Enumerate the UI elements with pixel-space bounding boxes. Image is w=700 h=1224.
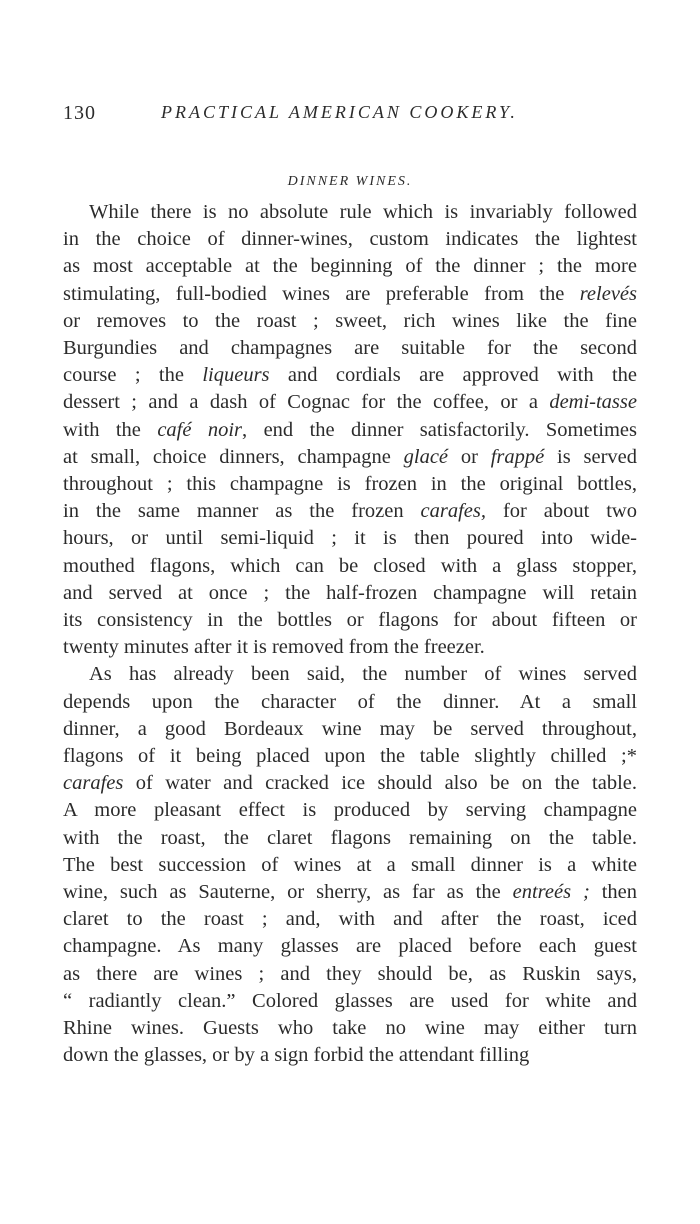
text-run: is served: [544, 445, 638, 468]
text-run: A more pleasant effect is produced by serving champagne: [63, 799, 637, 822]
text-line: [63, 553, 637, 580]
text-run: in the same manner as the frozen: [63, 500, 421, 523]
text-line: [63, 961, 637, 988]
paragraph: [63, 199, 637, 661]
text-run: claret to the roast ; and, with and after the roast, iced: [63, 908, 637, 931]
text-run: champagne. As many glasses are placed before each guest: [63, 935, 637, 958]
text-run: hours, or until semi-liquid ; it is then poured into wide-: [63, 527, 637, 550]
text-run: twenty minutes after it is removed from the freezer.: [63, 636, 485, 659]
book-title: PRACTICAL AMERICAN COOKERY.: [161, 102, 518, 122]
text-run: dessert ; and a dash of Cognac for the coffee, or a: [63, 391, 550, 414]
text-line: [63, 1015, 637, 1042]
page-number: 130: [63, 102, 96, 124]
text-run: at small, choice dinners, champagne: [63, 445, 404, 468]
text-run: then: [589, 881, 638, 904]
italic-text: glacé: [403, 445, 449, 468]
text-run: While there is no absolute rule which is invariably followed: [89, 201, 637, 223]
text-run: The best succession of wines at a small dinner is a white: [63, 853, 637, 876]
body-text: [63, 199, 637, 1070]
text-run: dinner, a good Bordeaux wine may be served throughout,: [63, 717, 637, 740]
text-line: [63, 879, 637, 906]
text-run: with the roast, the claret flagons remaining on the table.: [63, 826, 637, 849]
text-line: [63, 580, 637, 607]
text-run: “ radiantly clean.” Colored glasses are used for white and: [63, 989, 637, 1012]
text-run: down the glasses, or by a sign forbid the attendant filling: [63, 1044, 530, 1067]
text-line: [63, 716, 637, 743]
text-run: and served at once ; the half-frozen champagne will retain: [63, 581, 637, 604]
italic-text: demi-tasse: [549, 391, 637, 414]
text-line: [63, 607, 637, 634]
text-line: [63, 199, 637, 226]
text-line: [63, 471, 637, 498]
italic-text: carafes,: [420, 500, 487, 523]
text-line: [63, 770, 637, 797]
text-line: [63, 281, 637, 308]
text-run: mouthed flagons, which can be closed with a glass stopper,: [63, 554, 637, 577]
text-run: and cordials are approved with the: [269, 364, 638, 387]
text-line: [63, 634, 637, 661]
text-line: [63, 389, 637, 416]
italic-text: relevés: [579, 282, 637, 305]
italic-text: entreés ;: [512, 881, 590, 904]
text-line: [63, 852, 637, 879]
text-run: with the: [63, 418, 158, 441]
text-line: [63, 933, 637, 960]
text-run: in the choice of dinner-wines, custom indicates the lightest: [63, 228, 637, 251]
text-run: or: [448, 445, 491, 468]
text-run: wine, such as Sauterne, or sherry, as far as the: [63, 881, 513, 904]
italic-text: carafes: [63, 772, 124, 795]
text-line: [63, 906, 637, 933]
text-line: [63, 988, 637, 1015]
text-run: flagons of it being placed upon the table slightly chilled ;*: [63, 745, 637, 768]
text-run: throughout ; this champagne is frozen in the original bottles,: [63, 473, 637, 496]
text-line: [63, 661, 637, 688]
text-line: [63, 689, 637, 716]
text-run: as most acceptable at the beginning of the dinner ; the more: [63, 255, 637, 278]
text-run: Rhine wines. Guests who take no wine may either turn: [63, 1017, 637, 1040]
text-run: depends upon the character of the dinner. At a small: [63, 690, 637, 713]
text-line: [63, 498, 637, 525]
italic-text: liqueurs: [202, 364, 270, 387]
text-line: [63, 362, 637, 389]
italic-text: café noir: [157, 418, 243, 441]
text-line: [63, 253, 637, 280]
paragraph: [63, 661, 637, 1069]
text-run: for about two: [486, 500, 637, 523]
text-line: [63, 743, 637, 770]
text-line: [63, 797, 637, 824]
text-line: [63, 417, 637, 444]
text-run: Burgundies and champagnes are suitable for the second: [63, 337, 637, 360]
text-run: As has already been said, the number of wines served: [89, 663, 637, 686]
text-line: [63, 308, 637, 335]
running-head: [63, 102, 637, 132]
text-run: or removes to the roast ; sweet, rich wines like the fine: [63, 309, 637, 332]
text-line: [63, 226, 637, 253]
text-run: of water and cracked ice should also be on the table.: [123, 772, 637, 795]
text-line: [63, 335, 637, 362]
text-line: [63, 525, 637, 552]
text-run: course ; the: [63, 364, 203, 387]
section-title: DINNER WINES.: [287, 174, 413, 189]
text-line: [63, 444, 637, 471]
text-run: its consistency in the bottles or flagons for about fifteen or: [63, 609, 637, 632]
text-line: [63, 825, 637, 852]
text-run: , end the dinner satisfactorily. Sometimes: [242, 418, 637, 441]
text-run: as there are wines ; and they should be, as Ruskin says,: [63, 962, 637, 985]
italic-text: frappé: [490, 445, 545, 468]
text-run: stimulating, full-bodied wines are preferable from the: [63, 282, 580, 305]
text-line: [63, 1042, 637, 1069]
